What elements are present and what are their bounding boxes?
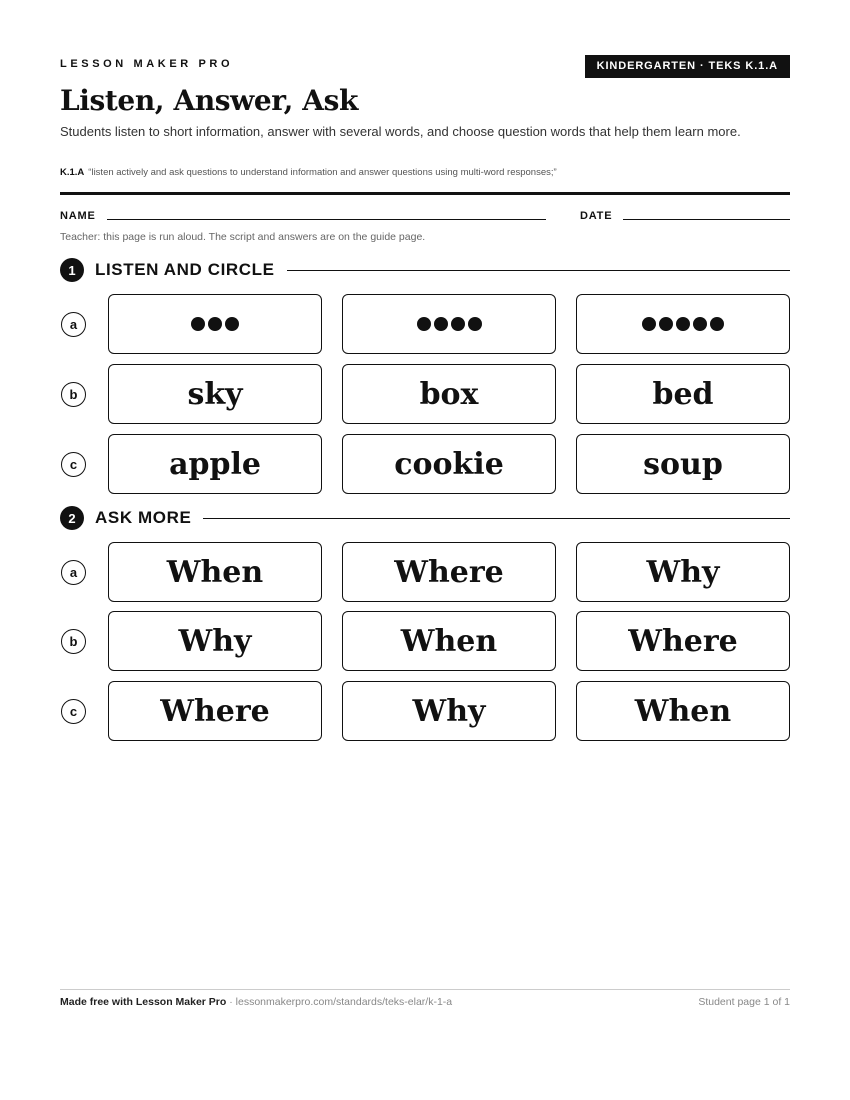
date-line[interactable] [623,219,790,220]
option-card-five-dots[interactable] [576,294,790,354]
question-row-2a [60,542,790,602]
dot [676,317,690,331]
dot [659,317,673,331]
dot [710,317,724,331]
question-row-1b [60,364,790,424]
row-letter: b [61,382,86,407]
dots-group [417,317,482,331]
row-letter: a [61,560,86,585]
teacher-note: Teacher: this page is run aloud. The script and answers are on the guide page. [60,231,426,243]
section-title: LISTEN AND CIRCLE [95,260,275,279]
dot [642,317,656,331]
page-subtitle: Students listen to short information, answer with several words, and choose question words that help them learn more. [60,124,741,139]
footer-url[interactable]: · lessonmakerpro.com/standards/teks-elar/k-1-a [226,996,453,1008]
name-label: NAME [60,210,96,222]
dots-group [642,317,724,331]
dot [468,317,482,331]
question-row-2b [60,611,790,671]
brand-name: LESSON MAKER PRO [60,58,234,70]
option-card[interactable]: Where [342,542,556,602]
question-row-1c [60,434,790,494]
name-line[interactable] [107,219,546,220]
section-title: ASK MORE [95,508,192,527]
dot [693,317,707,331]
footer-made-with: Made free with Lesson Maker Pro [60,996,227,1008]
section-number: 1 [60,258,84,282]
option-card[interactable]: apple [108,434,322,494]
standard-text [60,167,557,178]
option-card[interactable]: When [108,542,322,602]
footer-divider [60,989,790,990]
option-card[interactable]: Why [108,611,322,671]
standard-code: K.1.A [60,167,85,178]
section-divider [203,518,790,519]
footer-page-number: Student page 1 of 1 [698,996,790,1008]
dot [434,317,448,331]
option-card[interactable]: Where [576,611,790,671]
section-2-header [60,506,790,530]
footer-credit [60,996,452,1008]
dot [191,317,205,331]
option-card[interactable]: Where [108,681,322,741]
option-card[interactable]: box [342,364,556,424]
date-label: DATE [580,210,613,222]
option-card[interactable]: When [342,611,556,671]
row-letter: a [61,312,86,337]
option-card[interactable]: bed [576,364,790,424]
option-card[interactable]: sky [108,364,322,424]
standard-quote: “listen actively and ask questions to understand information and answer questions using multi-word responses;” [88,167,557,178]
option-card[interactable]: Why [576,542,790,602]
header-divider [60,192,790,195]
grade-badge: KINDERGARTEN · TEKS K.1.A [585,55,790,78]
section-number: 2 [60,506,84,530]
option-card[interactable]: Why [342,681,556,741]
dot [417,317,431,331]
dot [208,317,222,331]
question-row-2c [60,681,790,741]
row-letter: c [61,452,86,477]
page-title: Listen, Answer, Ask [60,84,358,117]
dot [225,317,239,331]
option-card[interactable]: cookie [342,434,556,494]
question-row-1a [60,294,790,354]
dots-group [191,317,239,331]
option-card[interactable]: When [576,681,790,741]
row-letter: c [61,699,86,724]
section-1-header [60,258,790,282]
section-divider [287,270,790,271]
option-card-four-dots[interactable] [342,294,556,354]
dot [451,317,465,331]
option-card[interactable]: soup [576,434,790,494]
row-letter: b [61,629,86,654]
option-card-three-dots[interactable] [108,294,322,354]
